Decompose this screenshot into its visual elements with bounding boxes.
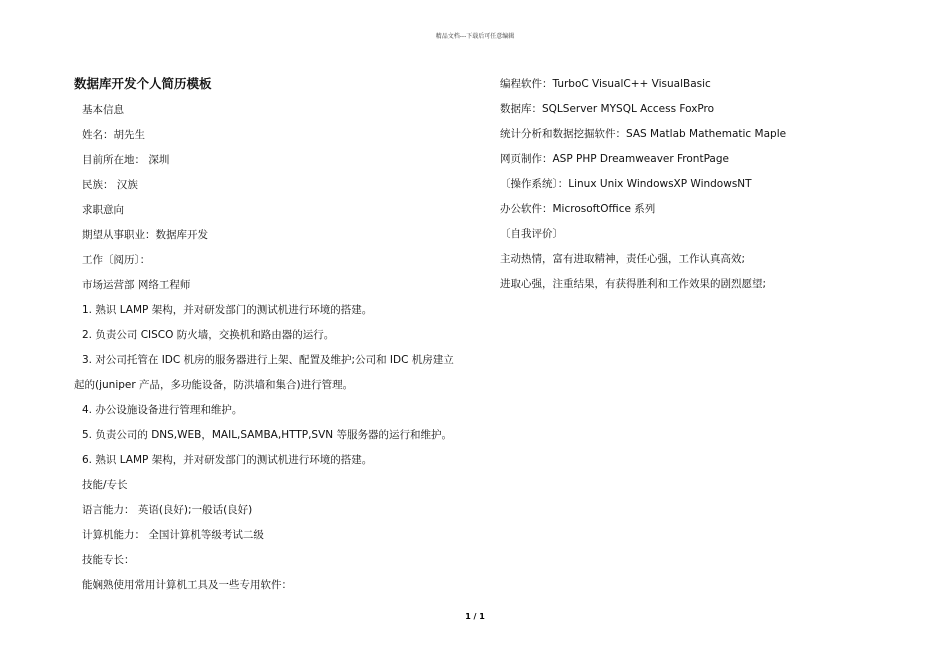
duty-item-6: 6. 熟识 LAMP 架构，并对研发部门的测试机进行环境的搭建。 (82, 454, 373, 466)
section-heading-skills: 技能/专长 (82, 479, 128, 491)
duty-item-3: 3. 对公司托管在 IDC 机房的服务器进行上架、配置及维护;公司和 IDC 机房建立 (82, 354, 454, 366)
self-evaluation-line-1: 主动热情，富有进取精神，责任心强，工作认真高效; (500, 253, 746, 265)
language-skill-line: 语言能力： 英语(良好);一般话(良好) (82, 504, 253, 516)
statistics-software-line: 统计分析和数据挖掘软件：SAS Matlab Mathematic Maple (500, 128, 787, 140)
web-design-software-line: 网页制作：ASP PHP Dreamweaver FrontPage (500, 153, 729, 165)
duty-item-5: 5. 负责公司的 DNS,WEB，MAIL,SAMBA,HTTP,SVN 等服务器的运行和维护。 (82, 429, 452, 441)
ethnicity-line: 民族： 汉族 (82, 179, 138, 191)
skill-specialty-line: 技能专长： (82, 554, 135, 566)
resume-title: 数据库开发个人简历模板 (74, 76, 212, 91)
duty-item-3-continued: 起的(juniper 产品，多功能设备，防洪墙和集合)进行管理。 (74, 379, 354, 391)
office-software-line: 办公软件：MicrosoftOffice 系列 (500, 203, 656, 215)
section-heading-job-intent: 求职意向 (82, 204, 124, 216)
self-evaluation-line-2: 进取心强，注重结果，有获得胜利和工作效果的剧烈愿望; (500, 278, 767, 290)
section-heading-experience: 工作〔阅历〕： (82, 254, 151, 266)
programming-software-line: 编程软件：TurboC VisualC++ VisualBasic (500, 78, 711, 90)
department-line: 市场运营部 网络工程师 (82, 279, 191, 291)
desired-job-line: 期望从事职业：数据库开发 (82, 229, 208, 241)
duty-item-1: 1. 熟识 LAMP 架构，并对研发部门的测试机进行环境的搭建。 (82, 304, 373, 316)
computer-skill-line: 计算机能力： 全国计算机等级考试二级 (82, 529, 264, 541)
location-line: 目前所在地： 深圳 (82, 154, 170, 166)
name-line: 姓名：胡先生 (82, 129, 145, 141)
section-heading-self-evaluation: 〔自我评价〕 (500, 228, 563, 240)
duty-item-2: 2. 负责公司 CISCO 防火墙，交换机和路由器的运行。 (82, 329, 335, 341)
database-software-line: 数据库：SQLServer MYSQL Access FoxPro (500, 103, 715, 115)
section-heading-basic-info: 基本信息 (82, 104, 124, 116)
page-header: 精品文档---下载后可任意编辑 (435, 33, 515, 40)
page-number: 1 / 1 (465, 612, 485, 621)
software-intro-line: 能娴熟使用常用计算机工具及一些专用软件： (82, 579, 292, 591)
operating-system-line: 〔操作系统〕：Linux Unix WindowsXP WindowsNT (500, 178, 752, 190)
duty-item-4: 4. 办公设施设备进行管理和维护。 (82, 404, 243, 416)
